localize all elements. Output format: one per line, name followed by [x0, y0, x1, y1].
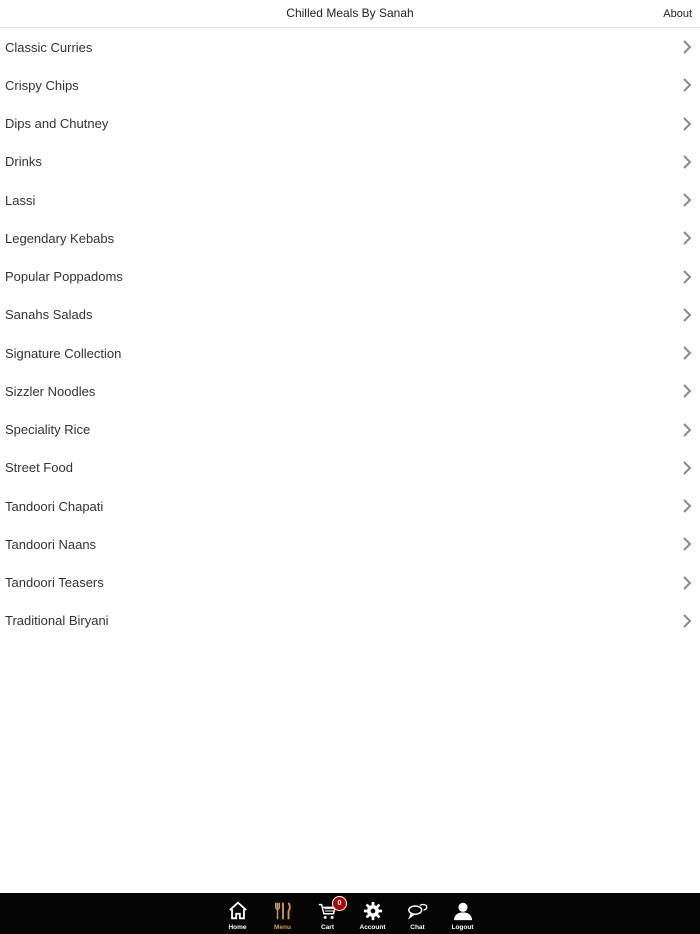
tab-home-label: Home	[228, 924, 247, 931]
menu-item-classic-curries[interactable]	[0, 28, 700, 66]
tab-chat-label: Chat	[410, 924, 425, 931]
tab-home[interactable]	[215, 893, 260, 934]
tab-menu-label: Menu	[274, 924, 291, 931]
chevron-right-icon	[682, 270, 692, 284]
menu-category-list	[0, 28, 700, 640]
menu-item-label: Tandoori Naans	[5, 536, 97, 552]
menu-item-popular-poppadoms[interactable]	[0, 258, 700, 296]
menu-item-traditional-biryani[interactable]	[0, 602, 700, 640]
menu-item-label: Street Food	[5, 460, 73, 476]
menu-item-label: Lassi	[5, 192, 36, 208]
chevron-right-icon	[682, 423, 692, 437]
cart-count-badge: 0	[332, 896, 347, 911]
tab-account-label: Account	[359, 924, 386, 931]
menu-item-speciality-rice[interactable]	[0, 411, 700, 449]
chevron-right-icon	[682, 499, 692, 513]
chevron-right-icon	[682, 308, 692, 322]
menu-item-label: Classic Curries	[5, 39, 93, 55]
menu-item-signature-collection[interactable]	[0, 334, 700, 372]
page-title: Chilled Meals By Sanah	[286, 6, 414, 20]
chevron-right-icon	[682, 384, 692, 398]
chevron-right-icon	[682, 117, 692, 131]
chevron-right-icon	[682, 193, 692, 207]
chevron-right-icon	[682, 231, 692, 245]
menu-item-sanahs-salads[interactable]	[0, 296, 700, 334]
menu-item-label: Drinks	[5, 154, 42, 170]
chevron-right-icon	[682, 40, 692, 54]
home-icon	[227, 900, 249, 922]
menu-item-label: Traditional Biryani	[5, 613, 109, 629]
menu-item-dips-and-chutney[interactable]	[0, 105, 700, 143]
chevron-right-icon	[682, 78, 692, 92]
menu-item-label: Speciality Rice	[5, 422, 91, 438]
tab-menu[interactable]	[260, 893, 305, 934]
chat-icon	[407, 900, 429, 922]
chevron-right-icon	[682, 537, 692, 551]
menu-item-crispy-chips[interactable]	[0, 66, 700, 104]
menu-item-tandoori-naans[interactable]	[0, 525, 700, 563]
bottom-tab-bar	[0, 893, 700, 934]
chevron-right-icon	[682, 461, 692, 475]
tab-logout[interactable]	[440, 893, 485, 934]
chevron-right-icon	[682, 576, 692, 590]
menu-item-legendary-kebabs[interactable]	[0, 219, 700, 257]
about-link[interactable]: About	[663, 8, 692, 20]
menu-item-street-food[interactable]	[0, 449, 700, 487]
menu-item-label: Dips and Chutney	[5, 116, 109, 132]
tab-cart-label: Cart	[320, 924, 334, 931]
cutlery-icon	[272, 900, 294, 922]
tab-logout-label: Logout	[451, 924, 474, 931]
menu-item-label: Sizzler Noodles	[5, 383, 96, 399]
gear-icon	[362, 900, 384, 922]
menu-item-label: Legendary Kebabs	[5, 230, 115, 246]
user-icon	[452, 900, 474, 922]
menu-item-label: Popular Poppadoms	[5, 269, 123, 285]
menu-item-drinks[interactable]	[0, 143, 700, 181]
menu-item-tandoori-teasers[interactable]	[0, 564, 700, 602]
header-bar	[0, 0, 700, 28]
menu-item-tandoori-chapati[interactable]	[0, 487, 700, 525]
menu-item-label: Tandoori Chapati	[5, 498, 104, 514]
menu-item-sizzler-noodles[interactable]	[0, 372, 700, 410]
chevron-right-icon	[682, 614, 692, 628]
menu-item-label: Signature Collection	[5, 345, 122, 361]
chevron-right-icon	[682, 155, 692, 169]
menu-item-lassi[interactable]	[0, 181, 700, 219]
tab-cart[interactable]	[305, 893, 350, 934]
menu-item-label: Sanahs Salads	[5, 307, 93, 323]
menu-item-label: Crispy Chips	[5, 77, 79, 93]
tab-account[interactable]	[350, 893, 395, 934]
tab-chat[interactable]	[395, 893, 440, 934]
chevron-right-icon	[682, 346, 692, 360]
menu-item-label: Tandoori Teasers	[5, 575, 104, 591]
